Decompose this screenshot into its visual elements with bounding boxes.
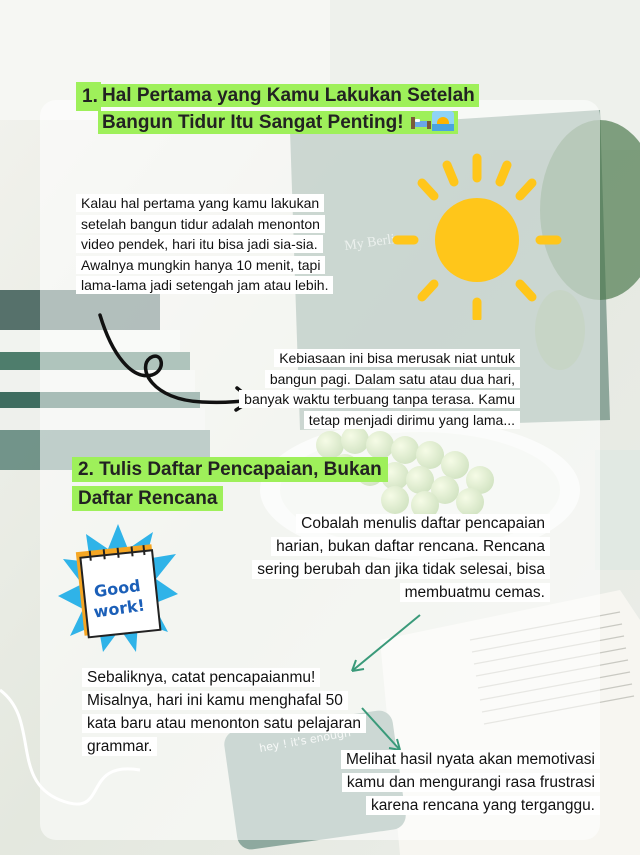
bed-icon xyxy=(410,113,432,131)
section2-note-b: Sebaliknya, catat pencapaianmu! Misalnya, hari ini kamu menghafal 50 kata baru atau menonton satu pelajaran grammar. xyxy=(82,666,367,758)
curly-arrow-icon xyxy=(92,310,262,420)
section2-note-a: Cobalah menulis daftar pencapaian harian, bukan daftar rencana. Rencana sering berubah dan jika tidak selesai, bisa membuatmu cemas. xyxy=(250,512,550,604)
section1-emojis xyxy=(408,111,458,134)
section1-number: 1. xyxy=(76,82,101,111)
section2-heading xyxy=(72,455,432,513)
section2-note-c: Melihat hasil nyata akan memotivasi kamu dan mengurangi rasa frustrasi karena rencana yang terganggu. xyxy=(340,748,600,817)
section2-title: 2. Tulis Daftar Pencapaian, Bukan Daftar Rencana xyxy=(72,457,388,511)
good-work-sticker-icon xyxy=(58,524,178,654)
svg-text:work!: work! xyxy=(92,595,147,622)
section1-note-b: Kebiasaan ini bisa merusak niat untuk bangun pagi. Dalam satu atau dua hari, banyak waktu terbuang tanpa terasa. Kamu tetap menjadi dirimu yang lama... xyxy=(238,348,520,430)
section1-title: Hal Pertama yang Kamu Lakukan Setelah Bangun Tidur Itu Sangat Penting! xyxy=(98,84,479,134)
svg-text:Good: Good xyxy=(92,575,142,602)
sunrise-icon xyxy=(432,111,454,131)
section1-note-a: Kalau hal pertama yang kamu lakukan setelah bangun tidur adalah menonton video pendek, hari itu bisa jadi sia-sia. Awalnya mungkin hanya 10 menit, tapi lama-lama jadi setengah jam atau lebih. xyxy=(76,193,346,296)
sun-icon xyxy=(392,150,562,320)
